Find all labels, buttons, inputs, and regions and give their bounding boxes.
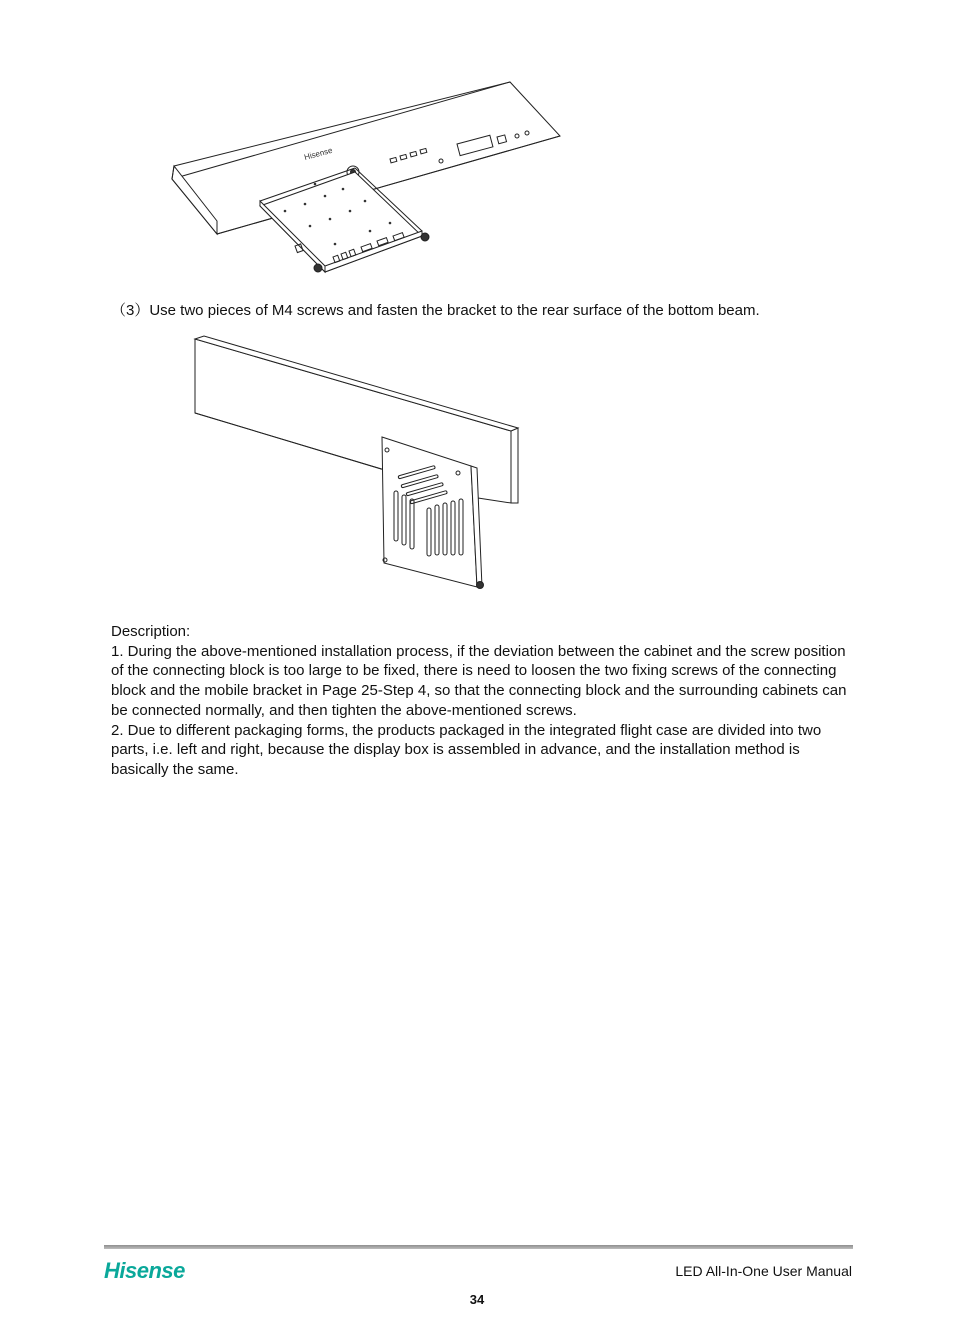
description-point-2: 2. Due to different packaging forms, the products packaged in the integrated flight case are divided into two parts, i.e. left and right, because the display box is assembled in advance, and the installation method is basically the same. bbox=[111, 721, 822, 778]
step-3-instruction: （3）Use two pieces of M4 screws and fasten the bracket to the rear surface of the bottom beam. bbox=[111, 302, 760, 319]
description-block bbox=[111, 622, 861, 780]
description-heading: Description: bbox=[111, 623, 191, 640]
beam-logo-text: Hisense bbox=[303, 145, 334, 162]
page-number: 34 bbox=[469, 1292, 485, 1307]
footer-divider bbox=[104, 1245, 853, 1249]
beam-with-control-box-illustration bbox=[165, 76, 565, 281]
description-point-1: 1. During the above-mentioned installation process, if the deviation between the cabinet and the screw position of the connecting block is too large to be fixed, there is need to loosen the two fixing screws of the connecting block and the mobile bracket in Page 25-Step 4, so that the connecting block and the surrounding cabinets can be connected normally, and then tighten the above-mentioned screws. bbox=[111, 642, 847, 719]
hisense-logo: Hisense bbox=[104, 1258, 185, 1283]
bracket-on-beam-illustration bbox=[188, 333, 524, 595]
manual-title: LED All-In-One User Manual bbox=[675, 1263, 852, 1279]
